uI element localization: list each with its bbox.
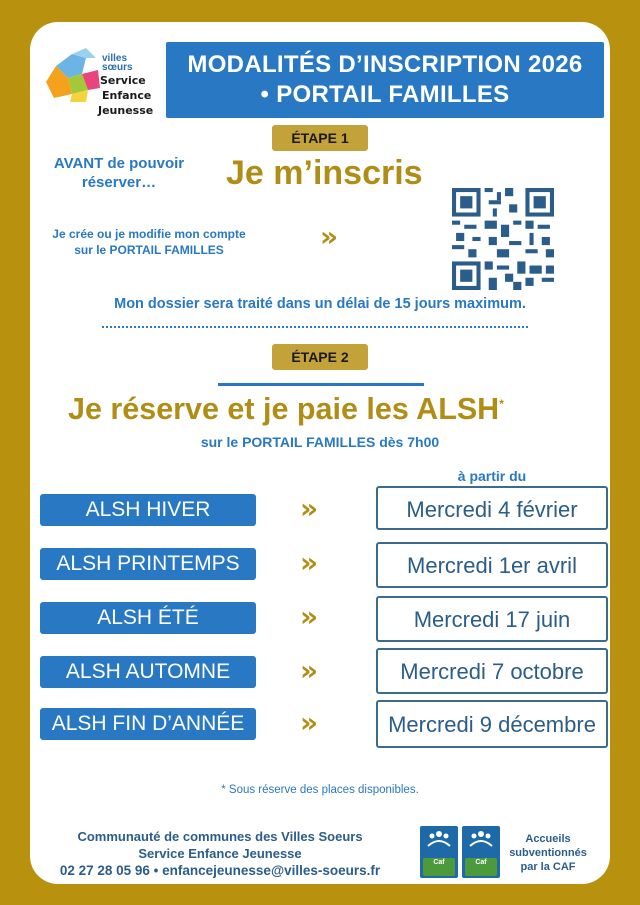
date-column-header: à partir du	[457, 468, 527, 484]
availability-footnote: * Sous réserve des places disponibles.	[221, 784, 419, 796]
title-line-1: MODALITÉS D’INSCRIPTION 2026	[187, 51, 583, 78]
caf-logo-icon	[420, 826, 458, 878]
chevron-double-icon: »	[320, 220, 329, 253]
caf-label: Caf	[465, 858, 497, 876]
logo-villes-soeurs	[102, 54, 133, 72]
chevron-double-icon: »	[300, 706, 309, 739]
step-2-heading-text: Je réserve et je paie les ALSH	[68, 392, 500, 426]
logo-soeurs-text: sœurs	[102, 62, 133, 73]
booking-start-date: Mercredi 4 février	[376, 486, 608, 530]
alsh-period-label: ALSH HIVER	[40, 494, 256, 526]
title-banner	[166, 42, 604, 118]
poster-card	[30, 22, 610, 884]
caf-logo-icon	[462, 826, 500, 878]
logo-enfance-text: Enfance	[102, 89, 152, 102]
title-line-2: • PORTAIL FAMILLES	[260, 81, 510, 108]
section-divider	[102, 326, 528, 328]
heading-rule	[218, 383, 424, 386]
contact-details: 02 27 28 05 96 • enfancejeunesse@villes-soeurs.fr	[59, 863, 381, 878]
portal-time-note: sur le PORTAIL FAMILLES dès 7h00	[200, 434, 440, 450]
chevron-double-icon: »	[300, 492, 309, 525]
service-enfance-logo	[42, 44, 162, 122]
qr-code-icon	[452, 188, 554, 290]
step-2-heading	[68, 392, 504, 427]
logo-service-text: Service	[100, 74, 146, 87]
booking-start-date: Mercredi 7 octobre	[376, 648, 608, 694]
chevron-double-icon: »	[300, 600, 309, 633]
chevron-double-icon: »	[300, 654, 309, 687]
step-1-heading: Je m’inscris	[226, 154, 423, 192]
service-name: Service Enfance Jeunesse	[138, 846, 302, 861]
processing-delay-note: Mon dossier sera traité dans un délai de 15 jours maximum.	[114, 296, 526, 312]
logo-jeunesse-text: Jeunesse	[98, 104, 154, 117]
step-2-badge: ÉTAPE 2	[272, 344, 368, 370]
community-name: Communauté de communes des Villes Soeurs	[77, 829, 363, 844]
account-instruction: Je crée ou je modifie mon compte sur le PORTAIL FAMILLES	[52, 227, 246, 257]
step-1-badge: ÉTAPE 1	[272, 125, 368, 151]
logo-villes-text: villes	[102, 53, 128, 64]
caf-caption: Accueils subventionnés par la CAF	[509, 833, 587, 873]
asterisk-mark: *	[499, 396, 504, 411]
contact-block	[30, 828, 410, 879]
before-booking-text: AVANT de pouvoir réserver…	[53, 155, 185, 191]
chevron-double-icon: »	[300, 546, 309, 579]
booking-start-date: Mercredi 1er avril	[376, 542, 608, 588]
alsh-period-label: ALSH AUTOMNE	[40, 656, 256, 688]
booking-start-date: Mercredi 17 juin	[376, 596, 608, 642]
alsh-period-label: ALSH ÉTÉ	[40, 602, 256, 634]
booking-start-date: Mercredi 9 décembre	[376, 700, 608, 748]
alsh-period-label: ALSH FIN D’ANNÉE	[40, 708, 256, 740]
caf-label: Caf	[423, 858, 455, 876]
alsh-period-label: ALSH PRINTEMPS	[40, 548, 256, 580]
